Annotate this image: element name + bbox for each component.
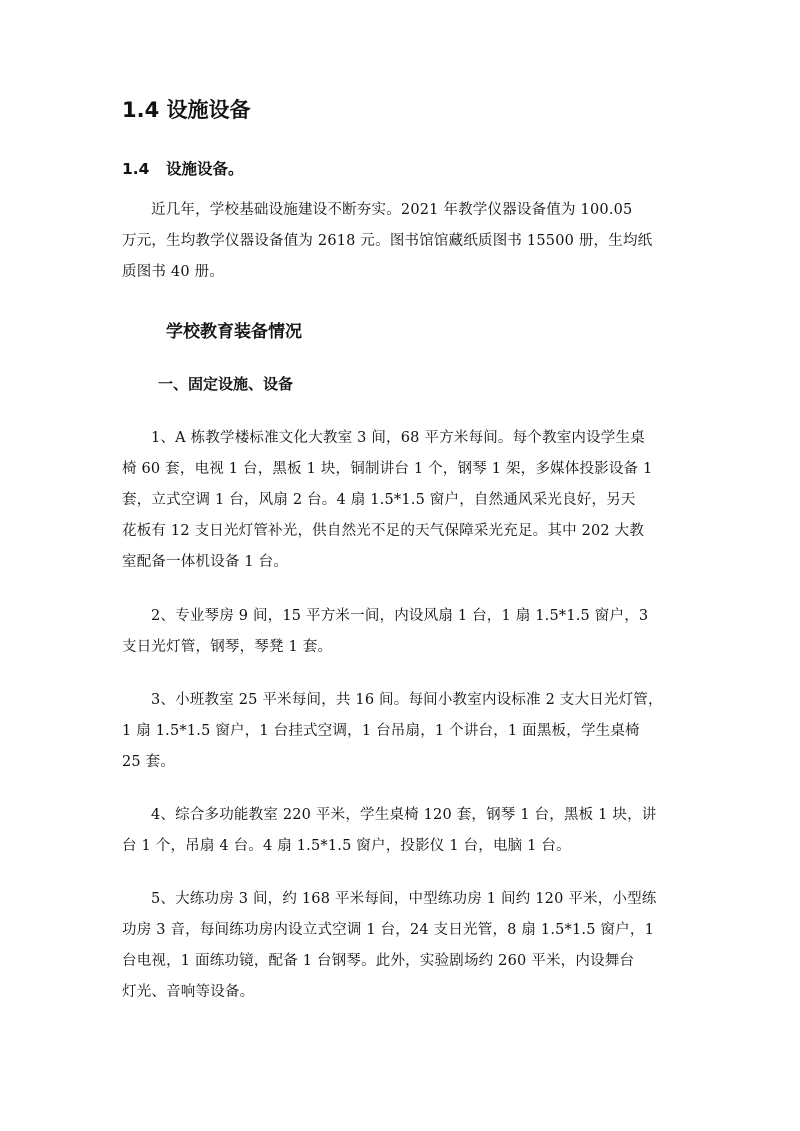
paragraph-line: 近几年，学校基础设施建设不断夯实。2021 年教学仪器设备值为 100.05 <box>151 202 633 218</box>
subsection-heading <box>122 156 244 182</box>
paragraph-line: 4、综合多功能教室 220 平米，学生桌椅 120 套，钢琴 1 台，黑板 1 块，讲 <box>151 807 657 823</box>
paragraph-line: 1、A 栋教学楼标准文化大教室 3 间，68 平方米每间。每个教室内设学生桌 <box>151 430 645 446</box>
paragraph-line: 质图书 40 册。 <box>122 264 224 280</box>
paragraph-line: 5、大练功房 3 间，约 168 平米每间，中型练功房 1 间约 120 平米，小型练 <box>151 891 657 907</box>
paragraph-line: 花板有 12 支日光灯管补光，供自然光不足的天气保障采光充足。其中 202 大教 <box>122 523 645 539</box>
paragraph-line: 套，立式空调 1 台，风扇 2 台。4 扇 1.5*1.5 窗户，自然通风采光良好，另天 <box>122 492 636 508</box>
fixed-facilities-title: 一、固定设施、设备 <box>158 375 294 393</box>
subsection-title: 设施设备。 <box>166 160 244 178</box>
paragraph-line: 2、专业琴房 9 间，15 平方米一间，内设风扇 1 台，1 扇 1.5*1.5 窗户，3 <box>151 608 649 624</box>
paragraph-line: 台 1 个，吊扇 4 台。4 扇 1.5*1.5 窗户，投影仪 1 台，电脑 1 台。 <box>122 838 571 854</box>
section-heading: 1.4 设施设备 <box>122 98 251 122</box>
paragraph-line: 椅 60 套，电视 1 台，黑板 1 块，铜制讲台 1 个，钢琴 1 架，多媒体投影设备 1 <box>122 461 653 477</box>
item-paragraph-4 <box>122 800 682 862</box>
paragraph-line: 万元，生均教学仪器设备值为 2618 元。图书馆馆藏纸质图书 15500 册，生均纸 <box>122 233 653 249</box>
paragraph-line: 支日光灯管，钢琴，琴凳 1 套。 <box>122 639 333 655</box>
item-paragraph-3 <box>122 685 682 778</box>
equipment-section-title: 学校教育装备情况 <box>166 322 302 342</box>
intro-paragraph <box>122 195 682 288</box>
paragraph-line: 室配备一体机设备 1 台。 <box>122 554 289 570</box>
paragraph-line: 1 扇 1.5*1.5 窗户，1 台挂式空调，1 台吊扇，1 个讲台，1 面黑板，学生桌椅 <box>122 723 640 739</box>
paragraph-line: 台电视，1 面练功镜，配备 1 台钢琴。此外，实验剧场约 260 平米，内设舞台 <box>122 953 635 969</box>
paragraph-line: 3、小班教室 25 平米每间，共 16 间。每间小教室内设标准 2 支大日光灯管， <box>151 692 663 708</box>
item-paragraph-2 <box>122 601 682 663</box>
paragraph-line: 功房 3 音，每间练功房内设立式空调 1 台，24 支日光管，8 扇 1.5*1.5 窗户，1 <box>122 922 654 938</box>
paragraph-line: 灯光、音响等设备。 <box>122 984 255 1000</box>
item-paragraph-5 <box>122 884 682 1008</box>
subsection-number: 1.4 <box>122 160 150 178</box>
item-paragraph-1 <box>122 423 682 578</box>
paragraph-line: 25 套。 <box>122 754 176 770</box>
